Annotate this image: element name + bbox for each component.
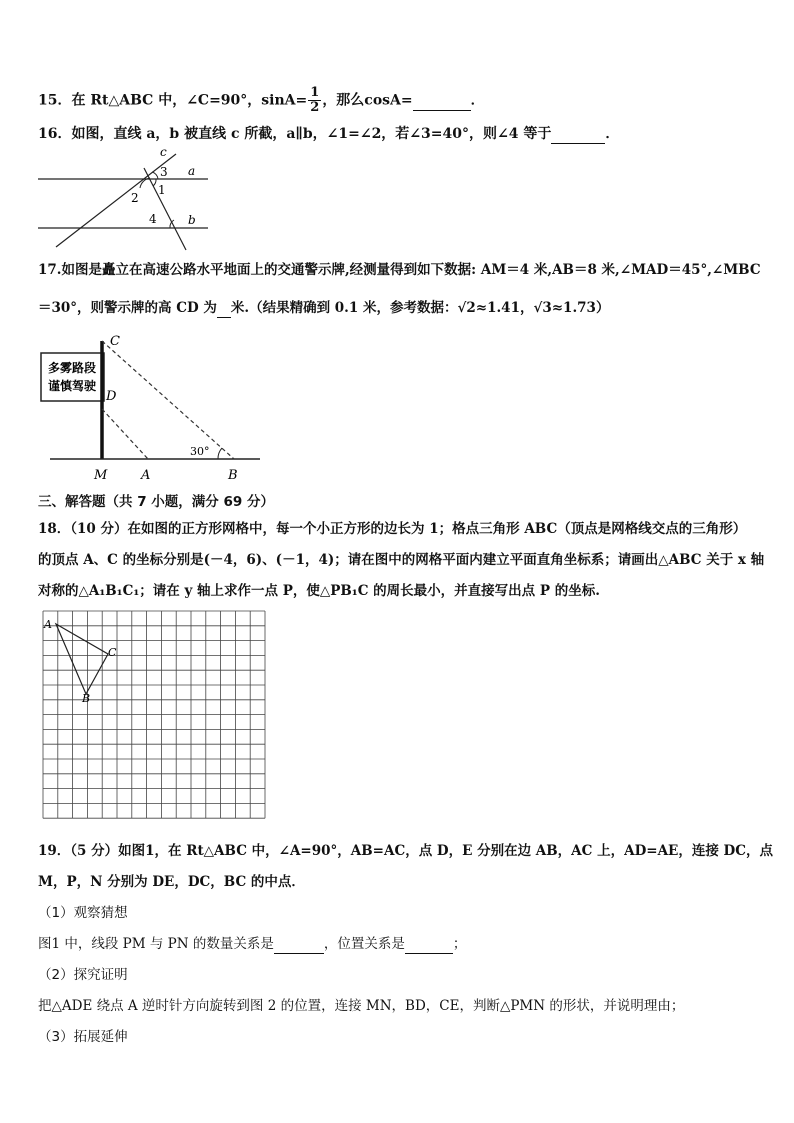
- q19-part1-line: [38, 935, 466, 954]
- q17-figure: [38, 333, 266, 485]
- triangle-ABC: [56, 624, 108, 694]
- label-c: c: [160, 145, 167, 159]
- grid-label-A: A: [44, 618, 52, 631]
- q15-line: [38, 86, 485, 115]
- q15-answer-blank: [413, 92, 471, 111]
- angle-3-arc: [152, 172, 158, 179]
- q19-blank-quantity: [274, 935, 324, 954]
- q19-line-2: M，P，N 分别为 DE，DC，BC 的中点．: [38, 874, 305, 890]
- angle-1-arc: [153, 179, 156, 186]
- label-2: 2: [131, 191, 139, 205]
- q16-end: ．: [605, 126, 620, 142]
- q18-line-2: 的顶点 A、C 的坐标分别是(－4，6)、(－1，4)；请在图中的网格平面内建立平面直角坐标系；请画出△ABC 关于 x 轴: [38, 552, 765, 568]
- angle-30-label: 30°: [190, 445, 210, 458]
- q17-figure-svg: [38, 333, 266, 485]
- q18-line-3: 对称的△A₁B₁C₁；请在 y 轴上求作一点 P，使△PB₁C 的周长最小，并直接写出点 P 的坐标.: [38, 583, 600, 599]
- sign-line-2: 谨慎驾驶: [47, 379, 97, 393]
- transversal-line: [144, 168, 186, 250]
- q17-line-1: 17.如图是矗立在高速公路水平地面上的交通警示牌,经测量得到如下数据: AM＝4 米,AB＝8 米,∠MAD＝45°,∠MBC: [38, 262, 761, 278]
- q19-blank-position: [405, 935, 453, 954]
- label-4: 4: [149, 212, 157, 226]
- section-title: 三、解答题（共 7 小题，满分 69 分）: [38, 494, 274, 510]
- q18-grid-figure: [42, 610, 268, 836]
- line-CB: [102, 341, 234, 459]
- q17-line2-b: 米.（结果精确到 0.1 米，参考数据：: [230, 300, 458, 316]
- sign-line-1: 多雾路段: [47, 361, 97, 375]
- label-D: D: [106, 389, 117, 404]
- label-a: a: [188, 164, 196, 178]
- q15-prefix: 15．在 Rt△ABC 中，∠C=90°，sinA=: [38, 92, 308, 109]
- label-M: M: [94, 468, 108, 483]
- q19-part1-c: ；: [452, 936, 467, 952]
- q18-grid-svg: [42, 610, 268, 836]
- q15-frac-den: 2: [310, 100, 320, 115]
- q19-line-1: 19．（5 分）如图1，在 Rt△ABC 中，∠A=90°，AB=AC，点 D，E 分别在边 AB，AC 上，AD=AE，连接 DC，点: [38, 843, 773, 859]
- q15-suffix: ，那么cosA=: [322, 92, 413, 109]
- q19-part2-title: （2）探究证明: [38, 967, 128, 983]
- q16-figure-svg: [36, 146, 216, 250]
- q17-line-2: [38, 299, 609, 318]
- q17-sqrt2: √2: [457, 300, 476, 316]
- line-DA: [102, 409, 148, 459]
- q16-line: [38, 125, 619, 144]
- grid-label-B: B: [82, 692, 91, 705]
- q16-answer-blank: [551, 125, 605, 144]
- q19-part1-title: （1）观察猜想: [38, 905, 128, 921]
- q17-answer-blank: [217, 299, 231, 318]
- label-B: B: [228, 468, 238, 483]
- q17-sqrt3: √3: [533, 300, 552, 316]
- label-3: 3: [160, 165, 168, 179]
- angle-30-arc: [218, 448, 222, 459]
- q18-line-1: 18．（10 分）在如图的正方形网格中，每一个小正方形的边长为 1；格点三角形 ABC（顶点是网格线交点的三角形）: [38, 521, 747, 537]
- q16-text: 16．如图，直线 a，b 被直线 c 所截，a∥b，∠1=∠2，若∠3=40°，则∠4 等于: [38, 126, 552, 142]
- q19-part1-a: 图1 中，线段 PM 与 PN 的数量关系是: [38, 936, 274, 952]
- label-b: b: [188, 213, 196, 227]
- q17-line2-a: ＝30°，则警示牌的高 CD 为: [38, 300, 217, 316]
- q19-part3-title: （3）拓展延伸: [38, 1029, 128, 1045]
- q17-approx2: ≈1.41，: [475, 300, 534, 316]
- label-1: 1: [158, 183, 166, 197]
- label-C: C: [110, 334, 120, 349]
- q16-figure: [36, 146, 216, 250]
- q15-frac-num: 1: [310, 85, 320, 100]
- line-c: [56, 154, 176, 247]
- grid-lines: [43, 611, 265, 818]
- q19-part2-text: 把△ADE 绕点 A 逆时针方向旋转到图 2 的位置，连接 MN，BD，CE，判断△PMN 的形状，并说明理由；: [38, 998, 685, 1014]
- angle-4-arc: [170, 220, 174, 228]
- q15-end: ．: [470, 92, 485, 109]
- label-A: A: [141, 468, 151, 483]
- q19-part1-b: ，位置关系是: [323, 936, 405, 952]
- grid-label-C: C: [108, 646, 117, 659]
- q15-fraction: [308, 86, 321, 115]
- q17-approx3: ≈1.73）: [551, 300, 610, 316]
